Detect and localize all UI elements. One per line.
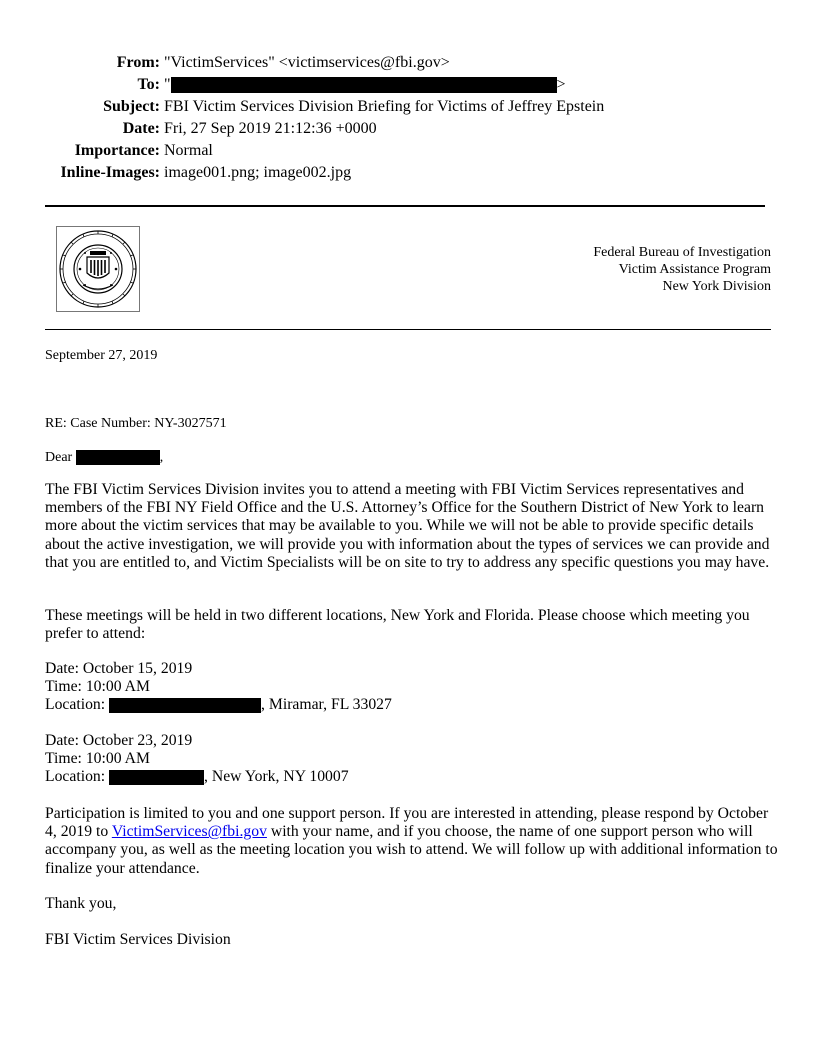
inline-images-value: image001.png; image002.jpg (164, 164, 352, 181)
salutation-suffix: , (159, 450, 164, 465)
redaction-block (109, 698, 261, 713)
inline-images-label: Inline-Images: (60, 164, 160, 181)
meeting1-date: Date: October 15, 2019 (45, 660, 193, 677)
to-label: To: (137, 76, 160, 93)
header-importance (0, 140, 816, 162)
meeting2-location-label: Location: (45, 768, 106, 785)
header-from (0, 52, 816, 74)
letter-date: September 27, 2019 (45, 348, 158, 363)
header-date (0, 118, 816, 140)
meeting1-time: Time: 10:00 AM (45, 678, 150, 695)
org-line1: Federal Bureau of Investigation (593, 245, 771, 260)
meeting2-time: Time: 10:00 AM (45, 750, 150, 767)
subject-label: Subject: (103, 98, 160, 115)
importance-label: Importance: (74, 142, 160, 159)
participation-text-before: Participation is limited to you and one support person. If you are interested in attending, please respond by October 4, 2019 to (45, 805, 769, 841)
meeting2-date: Date: October 23, 2019 (45, 732, 193, 749)
meeting2-location (45, 768, 349, 786)
meeting1-location-suffix: , Miramar, FL 33027 (261, 696, 392, 713)
closing: Thank you, (45, 895, 117, 912)
header-inline-images (0, 162, 816, 184)
fbi-seal-icon (56, 226, 140, 312)
header-to (0, 74, 816, 96)
to-value (164, 74, 566, 96)
meeting1-location-label: Location: (45, 696, 106, 713)
to-suffix: > (556, 76, 566, 93)
from-value: "VictimServices" <victimservices@fbi.gov> (164, 54, 450, 71)
redaction-block (76, 450, 160, 465)
header-divider (45, 205, 765, 207)
paragraph-participation (45, 805, 780, 878)
signature: FBI Victim Services Division (45, 931, 231, 948)
salutation (45, 449, 163, 467)
letterhead-divider (45, 329, 771, 330)
from-label: From: (116, 54, 160, 71)
meeting2-location-suffix: , New York, NY 10007 (204, 768, 349, 785)
org-block (593, 244, 771, 295)
paragraph-invitation: The FBI Victim Services Division invites you to attend a meeting with FBI Victim Services representatives and members of the FBI NY Field Office and the U.S. Attorney’s Office for the Southern District of New York to learn more about the victim services that may be available to you. While we will not be able to provide specific details about the active investigation, we will provide you with information about the types of services we can provide and that you are entitled to, and Victim Specialists will be on site to try to address any specific questions you may have. (45, 481, 770, 571)
meeting1-location (45, 696, 392, 714)
date-value: Fri, 27 Sep 2019 21:12:36 +0000 (164, 120, 377, 137)
date-label: Date: (122, 120, 160, 137)
to-prefix: " (164, 76, 171, 93)
redaction-block (109, 770, 204, 785)
subject-value: FBI Victim Services Division Briefing for Victims of Jeffrey Epstein (164, 98, 605, 115)
org-line2: Victim Assistance Program (618, 262, 771, 277)
redaction-block (171, 77, 557, 93)
paragraph-locations: These meetings will be held in two different locations, New York and Florida. Please choose which meeting you prefer to attend: (45, 607, 750, 643)
org-line3: New York Division (662, 279, 771, 294)
case-reference: RE: Case Number: NY-3027571 (45, 416, 227, 431)
salutation-prefix: Dear (45, 450, 73, 465)
header-subject (0, 96, 816, 118)
participation-text-after: with your name, and if you choose, the name of one support person who will accompany you, as well as the meeting location you wish to attend. We will follow up with additional information to finalize your attendance. (45, 823, 778, 877)
victim-services-email-link[interactable]: VictimServices@fbi.gov (111, 823, 267, 841)
importance-value: Normal (164, 142, 213, 159)
